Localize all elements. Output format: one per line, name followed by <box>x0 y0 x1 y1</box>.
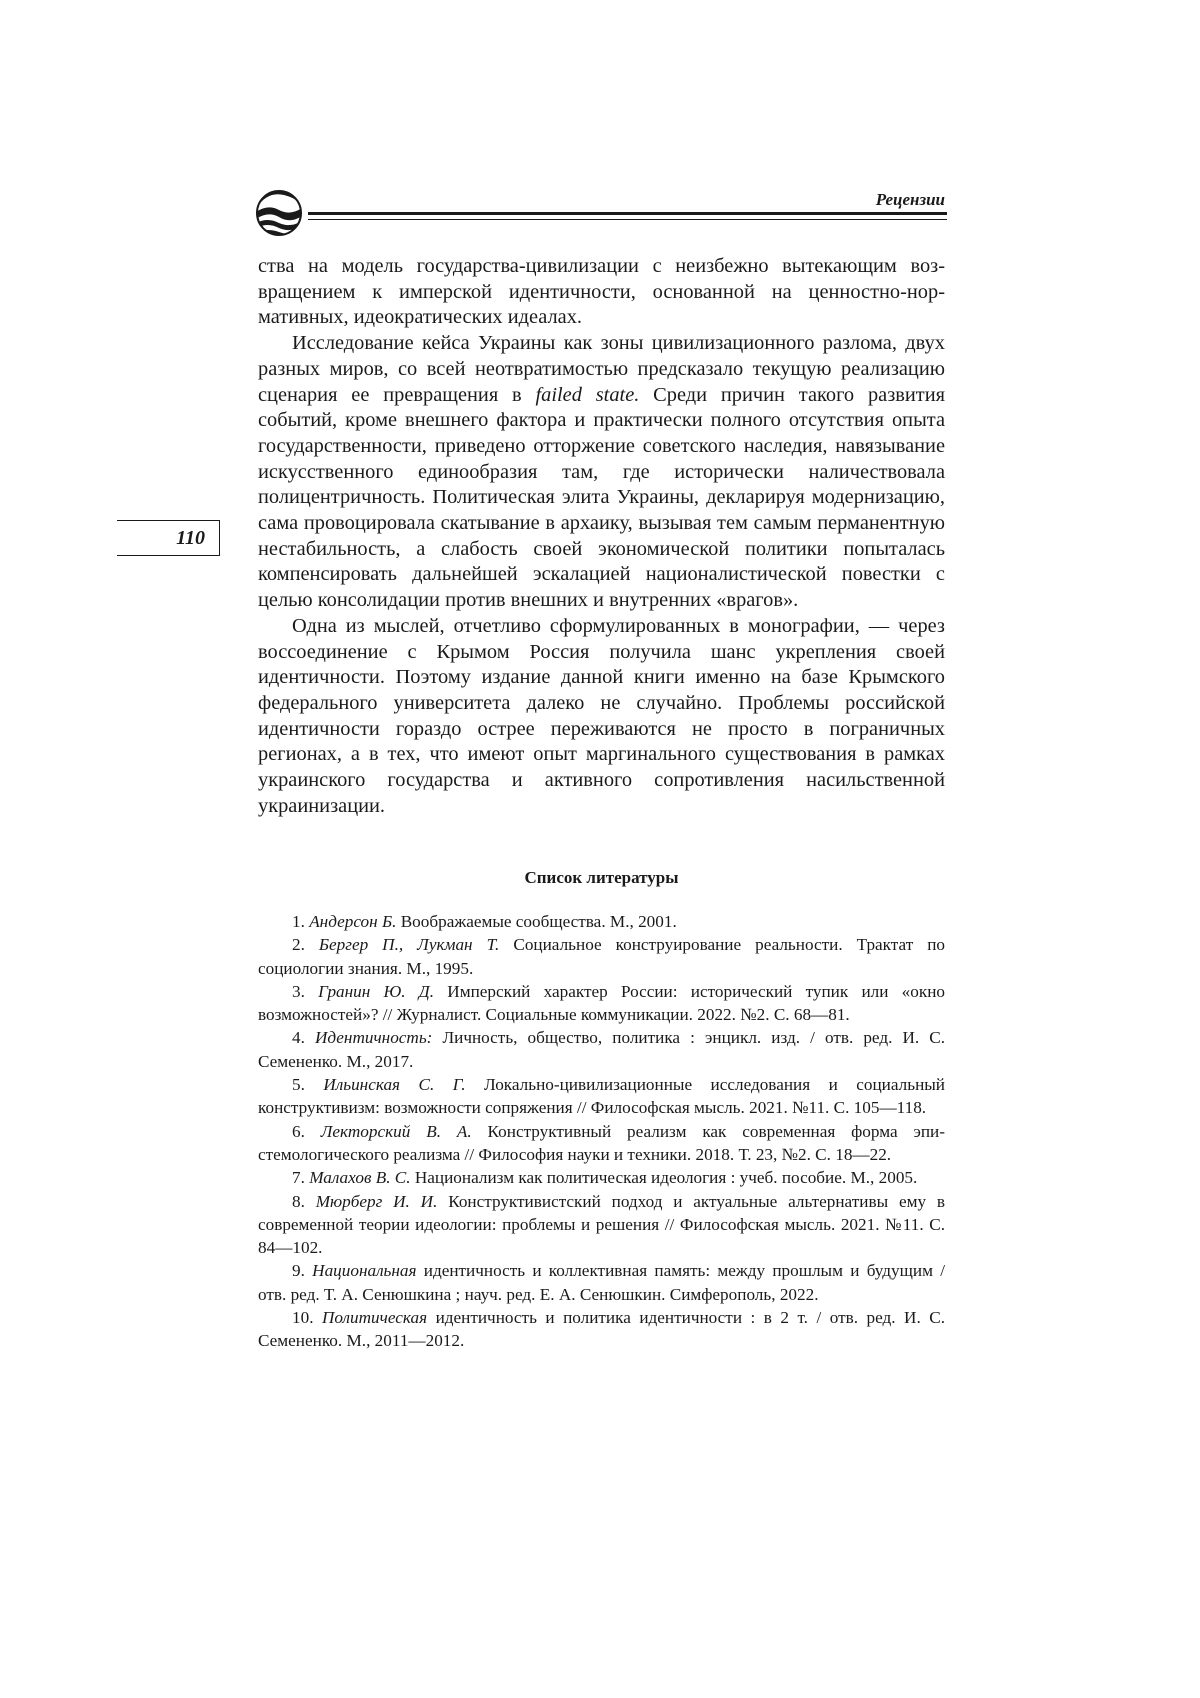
page-number-box <box>117 520 220 556</box>
header-rule-thick <box>308 212 947 215</box>
reference-item: 3. Гранин Ю. Д. Имперский характер России: исторический тупик или «окно возможностей»? // Журналист. Социальные коммуникации. 2022. №2. С. 68—81. <box>258 981 946 1025</box>
reference-item: 1. Андерсон Б. Воображаемые сообщества. М., 2001. <box>292 912 677 931</box>
reference-item: 4. Идентичность: Личность, общество, политика : энцикл. изд. / отв. ред. И. С. Семененко. М., 2017. <box>258 1028 946 1071</box>
reference-item: 5. Ильинская С. Г. Локально-цивилизационные исследования и социальный конструктивизм: возможности сопряжения // Философская мысль. 2021. №11. С. 105—118. <box>258 1075 946 1118</box>
reference-item: 2. Бергер П., Лукман Т. Социальное конструирование реальности. Трактат по социологии знания. М., 1995. <box>258 935 946 978</box>
paragraph-2-after: Среди причин такого развития событий, кроме внешнего фактора и практически полного отсутствия опыта государственности, приведено отторжение советского наследия, навязывание искусственного единообразия там, где исторически наличествовала полицентричность. Политическая элита Украины, декларируя модернизацию, сама провоцировала скатывание в архаику, вызывая тем самым перманентную нестабильность, а слабость своей экономической политики попыталась компенсировать дальнейшей эскалацией националистической повестки с целью консолидации против внешних и внутренних «врагов». <box>258 383 945 612</box>
reference-item: 7. Малахов В. С. Национализм как политическая идеология : учеб. пособие. М., 2005. <box>292 1168 918 1188</box>
reference-item: 10. Политическая идентичность и политика идентичности : в 2 т. / отв. ред. И. С. Семененко. М., 2011—2012. <box>258 1308 946 1351</box>
paragraph-3: Одна из мыслей, отчетливо сформулированных в монографии, — через воссоединение с Крымом Россия получила шанс укрепления своей идентичности. Поэтому издание данной книги именно на базе Крымского федерального университета далеко не случайно. Проблемы российской идентичности гораздо острее переживаются не просто в пограничных регионах, а в тех, что имеют опыт маргинального существования в рамках украинского государства и активного сопротивления насильственной украинизации. <box>258 614 945 817</box>
section-label: Рецензии <box>875 190 945 209</box>
journal-logo-icon <box>256 190 302 236</box>
references-heading: Список литературы <box>524 868 679 887</box>
references-list <box>258 910 945 1353</box>
article-body <box>258 254 945 819</box>
paragraph-1: ства на модель государства-цивилизации с неизбежно вытекающим возвращением к имперской идентичности, основанной на ценностно-нормативных, идеократических идеалах. <box>258 255 945 329</box>
reference-item: 9. Национальная идентичность и коллективная память: между прошлым и будущим / отв. ред. Т. А. Сенюшкина ; науч. ред. Е. А. Сенюшкин. Симферополь, 2022. <box>258 1261 945 1304</box>
reference-item: 6. Лекторский В. А. Конструктивный реализм как современная форма эпистемологического реализма // Философия науки и техники. 2018. Т. 23, №2. С. 18—22. <box>258 1121 945 1164</box>
paragraph-2-before: Исследование кейса Украины как зоны цивилизационного разлома, двух разных миров, со всей неотвратимостью предсказало текущую реализацию сценария ее превращения в <box>258 332 945 406</box>
paragraph-2-term: failed state. <box>535 383 640 406</box>
page-number: 110 <box>176 527 205 549</box>
paragraph-2 <box>258 331 945 614</box>
reference-item: 8. Мюрберг И. И. Конструктивистский подход и актуальные альтернативы ему в современной теории идеологии: проблемы и решения // Философская мысль. 2021. №11. С. 84—102. <box>258 1191 945 1258</box>
header-rule-thin <box>308 219 947 220</box>
